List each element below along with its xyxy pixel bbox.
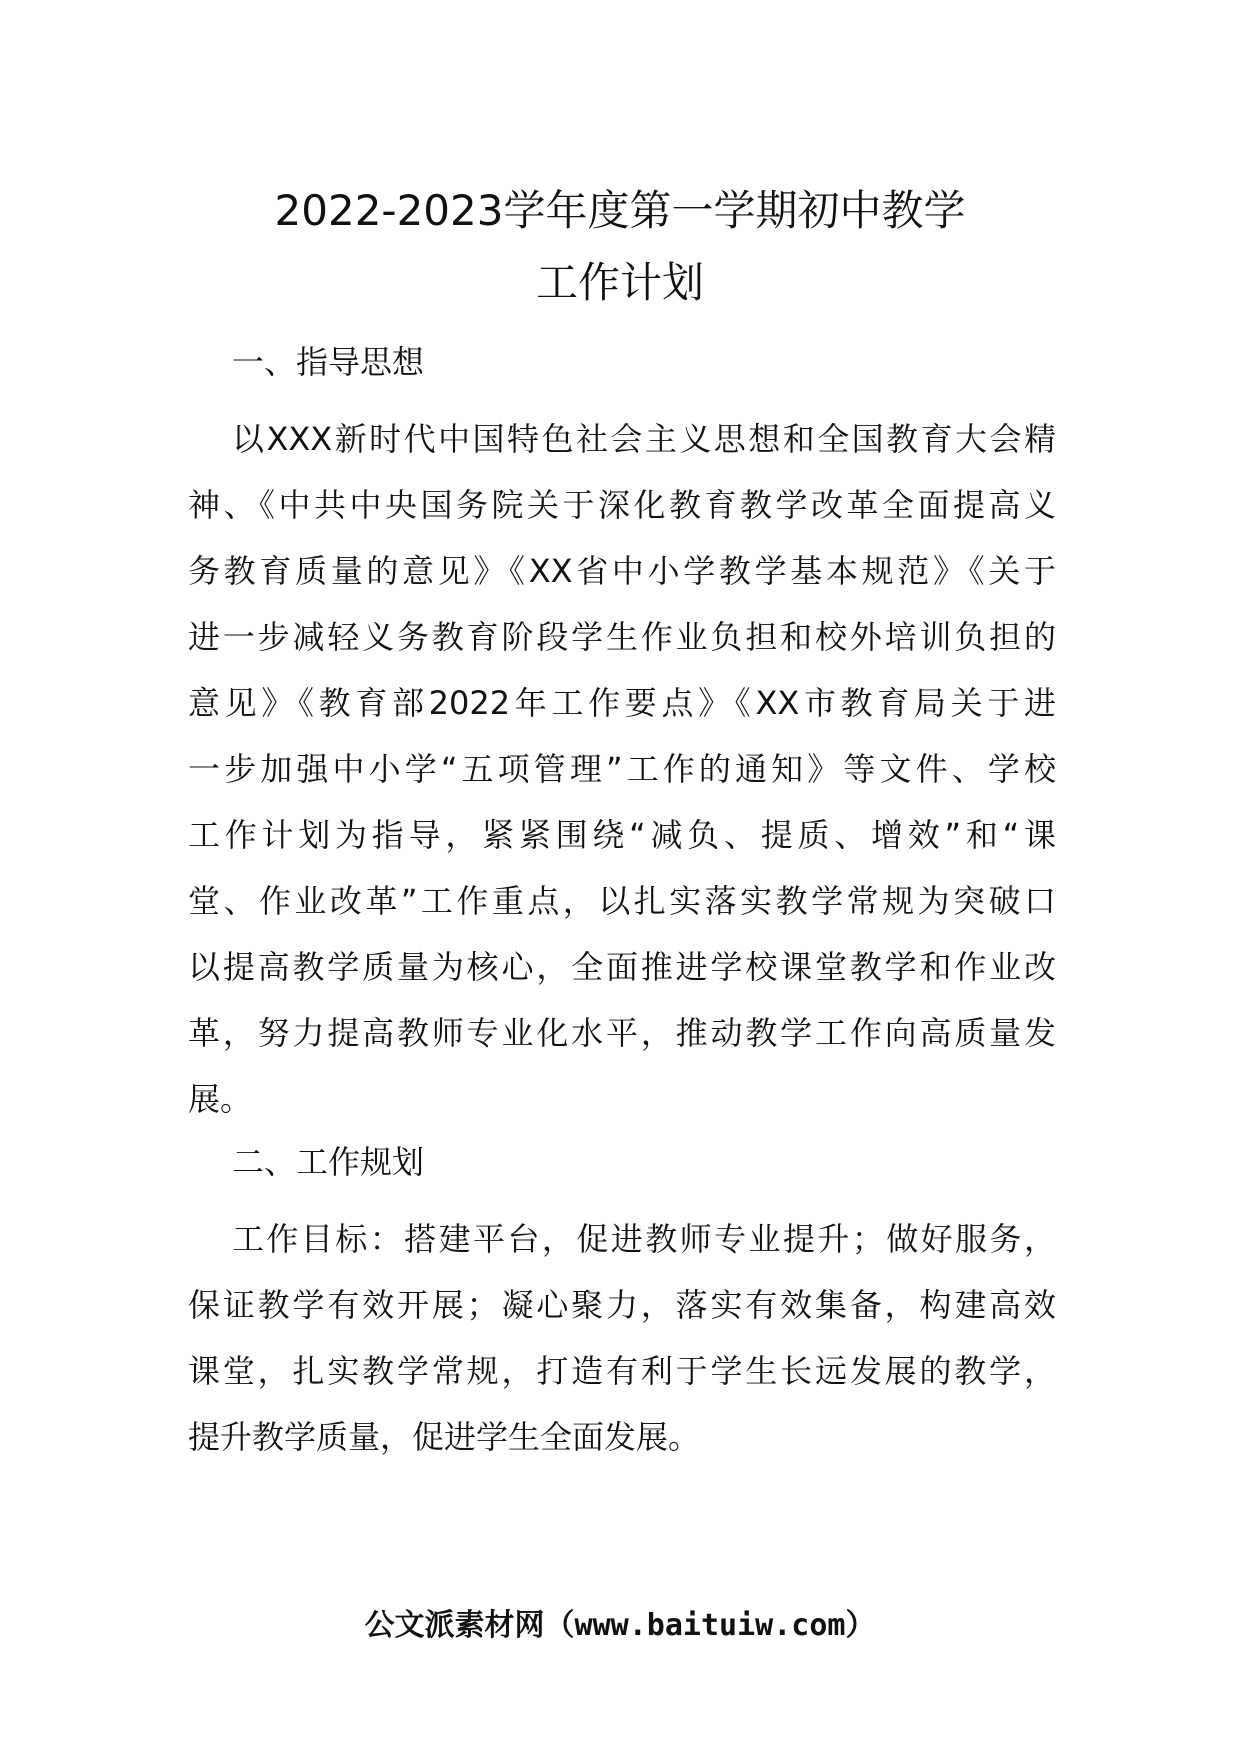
paragraph-line: 工作计划为指导，紧紧围绕“减负、提质、增效”和“课 bbox=[188, 816, 1056, 854]
paragraph-line: 革，努力提高教师专业化水平，推动教学工作向高质量发 bbox=[188, 1014, 1056, 1052]
paragraph-line: 堂、作业改革”工作重点，以扎实落实教学常规为突破口 bbox=[188, 882, 1056, 920]
paragraph-line: 务教育质量的意见》《XX省中小学教学基本规范》《关于 bbox=[188, 552, 1056, 590]
section1-heading: 一、指导思想 bbox=[232, 343, 425, 381]
paragraph-line: 以提高教学质量为核心，全面推进学校课堂教学和作业改 bbox=[188, 948, 1056, 986]
paragraph-line: 提升教学质量，促进学生全面发展。 bbox=[188, 1418, 701, 1456]
paragraph-line: 神、《中共中央国务院关于深化教育教学改革全面提高义 bbox=[188, 486, 1056, 524]
document-title-line2: 工作计划 bbox=[535, 258, 704, 307]
paragraph-line: 意见》《教育部2022年工作要点》《XX市教育局关于进 bbox=[188, 684, 1056, 722]
section2-heading: 二、工作规划 bbox=[232, 1143, 425, 1181]
paragraph-line: 进一步减轻义务教育阶段学生作业负担和校外培训负担的 bbox=[188, 618, 1056, 656]
document-title-line1: 2022-2023学年度第一学期初中教学 bbox=[274, 186, 966, 235]
source-footer: 公文派素材网（www.baituiw.com） bbox=[364, 1608, 876, 1643]
paragraph-line: 课堂，扎实教学常规，打造有利于学生长远发展的教学， bbox=[188, 1352, 1056, 1390]
paragraph-line: 以XXX新时代中国特色社会主义思想和全国教育大会精 bbox=[232, 420, 1056, 458]
paragraph-line: 一步加强中小学“五项管理”工作的通知》等文件、学校 bbox=[188, 750, 1056, 788]
paragraph-line: 展。 bbox=[188, 1080, 253, 1118]
paragraph-line: 保证教学有效开展；凝心聚力，落实有效集备，构建高效 bbox=[188, 1286, 1056, 1324]
paragraph-line: 工作目标：搭建平台，促进教师专业提升；做好服务， bbox=[232, 1220, 1056, 1258]
section1-paragraph bbox=[188, 406, 1056, 1132]
section2-paragraph bbox=[188, 1206, 1056, 1470]
